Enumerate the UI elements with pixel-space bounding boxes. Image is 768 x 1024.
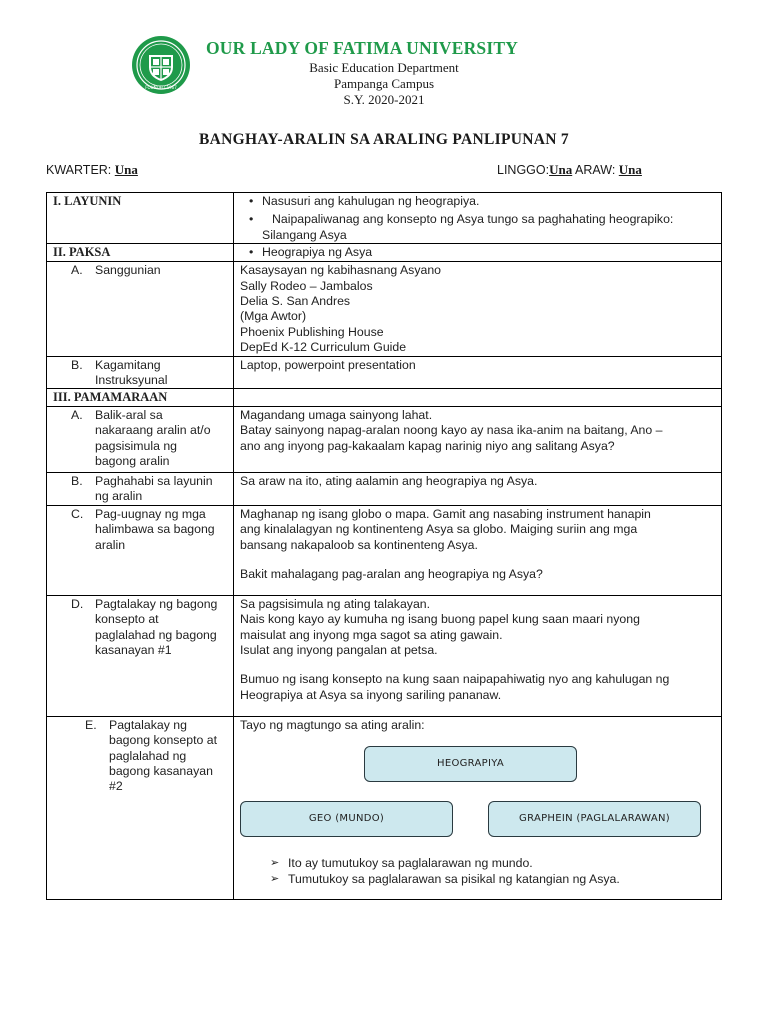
c-content-line: bansang nakapaloob sa kontinenteng Asya. — [240, 537, 478, 552]
table-row-d — [47, 595, 722, 716]
d-content-line: maisulat ang inyong mga sagot sa ating gawain. — [240, 627, 503, 642]
e-bullet — [240, 872, 715, 887]
d-content2-line: Heograpiya at Asya sa inyong sariling pananaw. — [240, 687, 502, 702]
sanggunian-num: A. — [71, 263, 83, 278]
page-title: BANGHAY-ARALIN SA ARALING PANLIPUNAN 7 — [199, 131, 569, 148]
sanggunian-line: Delia S. San Andres — [240, 294, 351, 309]
layunin-item-1: • Nasusuri ang kahulugan ng heograpiya. — [240, 194, 715, 209]
a-label-line: Balik-aral sa — [95, 407, 163, 422]
layunin-content — [234, 193, 722, 244]
c-num: C. — [71, 506, 84, 521]
e-num: E. — [85, 717, 97, 732]
pamamaraan-empty — [234, 389, 722, 406]
a-label-line: nakaraang aralin at/o — [95, 423, 211, 438]
araw-value: Una — [618, 162, 642, 177]
c-label-line: aralin — [95, 537, 126, 552]
d-content-line: Nais kong kayo ay kumuha ng isang buong papel kung saan maari nyong — [240, 612, 640, 627]
paksa-item: • Heograpiya ng Asya — [240, 245, 715, 260]
d-num: D. — [71, 596, 84, 611]
e-label-line: bagong kasanayan — [109, 763, 213, 778]
layunin-label: I. LAYUNIN — [47, 193, 234, 244]
arrowhead-icon: ➢ — [270, 872, 280, 885]
table-row-paksa — [47, 244, 722, 262]
a-content-line: Batay sainyong napag-aralan noong kayo ay nasa ika-anim na baitang, Ano – — [240, 423, 663, 438]
c-label-line: Pag-uugnay ng mga — [95, 506, 206, 521]
kagamitan-num: B. — [71, 357, 83, 372]
kwarter-field — [46, 162, 138, 178]
c-content — [234, 505, 722, 595]
c-content-line: Maghanap ng isang globo o mapa. Gamit ang nasabing instrument hanapin — [240, 506, 651, 521]
paksa-content — [234, 244, 722, 262]
box-graphein: GRAPHEIN (PAGLALARAWAN) — [488, 801, 701, 837]
kwarter-value: Una — [114, 162, 138, 177]
araw-label: ARAW: — [575, 163, 616, 177]
school-year: S.Y. 2020-2021 — [343, 92, 425, 107]
sanggunian-line: Kasaysayan ng kabihasnang Asyano — [240, 263, 441, 278]
d-label-line: Pagtalakay ng bagong — [95, 596, 218, 611]
logo-founded-text: FOUNDED 1967 — [145, 85, 177, 90]
table-row-sanggunian — [47, 262, 722, 356]
e-cell — [47, 716, 234, 899]
kagamitan-value: Laptop, powerpoint presentation — [234, 356, 722, 389]
e-label-line: Pagtalakay ng — [109, 717, 187, 732]
a-label-line: pagsisimula ng — [95, 438, 178, 453]
heograpiya-diagram — [240, 733, 715, 836]
b-label-line: Paghahabi sa layunin — [95, 473, 213, 488]
a-label-line: bagong aralin — [95, 454, 170, 469]
table-row-layunin — [47, 193, 722, 244]
table-row-a — [47, 406, 722, 472]
a-content-line: ano ang inyong pag-kakaalam kapag narinig niyo ang salitang Asya? — [240, 438, 615, 453]
kwarter-label: KWARTER: — [46, 163, 112, 177]
lesson-plan-table — [46, 192, 722, 900]
d-label-line: konsepto at — [95, 612, 159, 627]
kagamitan-label-1: Kagamitang — [95, 357, 161, 372]
e-bullet — [240, 856, 715, 871]
university-name: OUR LADY OF FATIMA UNIVERSITY — [206, 38, 519, 58]
c-label-line: halimbawa sa bagong — [95, 522, 215, 537]
sanggunian-label: Sanggunian — [95, 263, 161, 278]
a-content-line: Magandang umaga sainyong lahat. — [240, 407, 433, 422]
a-num: A. — [71, 407, 83, 422]
kagamitan-label-2: Instruksyunal — [95, 373, 168, 388]
a-cell — [47, 406, 234, 472]
d-label-line: paglalahad ng bagong — [95, 627, 217, 642]
d-cell — [47, 595, 234, 716]
document-header — [0, 0, 768, 120]
d-content — [234, 595, 722, 716]
e-label-line: paglalahad ng — [109, 748, 187, 763]
a-content — [234, 406, 722, 472]
e-content — [234, 716, 722, 899]
box-geo: GEO (MUNDO) — [240, 801, 453, 837]
arrowhead-icon: ➢ — [270, 857, 280, 870]
table-row-kagamitan — [47, 356, 722, 389]
c-content-line: ang kinalalagyan ng kontinenteng Asya sa globo. Maiging suriin ang mga — [240, 522, 638, 537]
box-heograpiya: HEOGRAPIYA — [364, 746, 577, 782]
b-cell — [47, 472, 234, 505]
kagamitan-cell — [47, 356, 234, 389]
layunin-item-2-text: Naipapaliwanag ang konsepto ng Asya tungo sa paghahating heograpiko: — [272, 212, 674, 227]
d-content-line: Isulat ang inyong pangalan at petsa. — [240, 642, 438, 657]
linggo-label: LINGGO: — [497, 163, 550, 177]
table-row-pamamaraan — [47, 389, 722, 406]
sanggunian-line: DepEd K-12 Curriculum Guide — [240, 340, 407, 355]
sanggunian-line: Phoenix Publishing House — [240, 324, 384, 339]
e-bullet-text: Tumutukoy sa paglalarawan sa pisikal ng katangian ng Asya. — [288, 871, 620, 886]
sanggunian-cell — [47, 262, 234, 356]
d-content-line: Sa pagsisimula ng ating talakayan. — [240, 596, 431, 611]
d-content2-line: Bumuo ng isang konsepto na kung saan naipapahiwatig nyo ang kahulugan ng — [240, 672, 670, 687]
c-question: Bakit mahalagang pag-aralan ang heograpiya ng Asya? — [240, 566, 543, 581]
e-bullet-list — [240, 856, 715, 887]
linggo-value: Una — [549, 162, 573, 177]
e-intro: Tayo ng magtungo sa ating aralin: — [240, 717, 425, 732]
c-cell — [47, 505, 234, 595]
linggo-araw-field — [497, 162, 642, 178]
d-label-line: kasanayan #1 — [95, 642, 172, 657]
sanggunian-line: (Mga Awtor) — [240, 309, 307, 324]
department-name: Basic Education Department — [309, 60, 459, 75]
pamamaraan-label: III. PAMAMARAAN — [47, 389, 234, 406]
e-label-line: bagong konsepto at — [109, 733, 218, 748]
b-num: B. — [71, 473, 83, 488]
e-bullet-text: Ito ay tumutukoy sa paglalarawan ng mundo. — [288, 856, 533, 871]
b-content-line: Sa araw na ito, ating aalamin ang heograpiya ng Asya. — [240, 473, 538, 488]
table-row-c — [47, 505, 722, 595]
sanggunian-content — [234, 262, 722, 356]
e-label-line: #2 — [109, 779, 123, 794]
b-content — [234, 472, 722, 505]
paksa-label: II. PAKSA — [47, 244, 234, 262]
layunin-item-2 — [240, 212, 715, 243]
table-row-e — [47, 716, 722, 899]
campus-name: Pampanga Campus — [333, 76, 434, 91]
b-label-line: ng aralin — [95, 489, 143, 504]
sanggunian-line: Sally Rodeo – Jambalos — [240, 278, 373, 293]
table-row-b — [47, 472, 722, 505]
layunin-item-2-cont: Silangang Asya — [262, 227, 347, 242]
